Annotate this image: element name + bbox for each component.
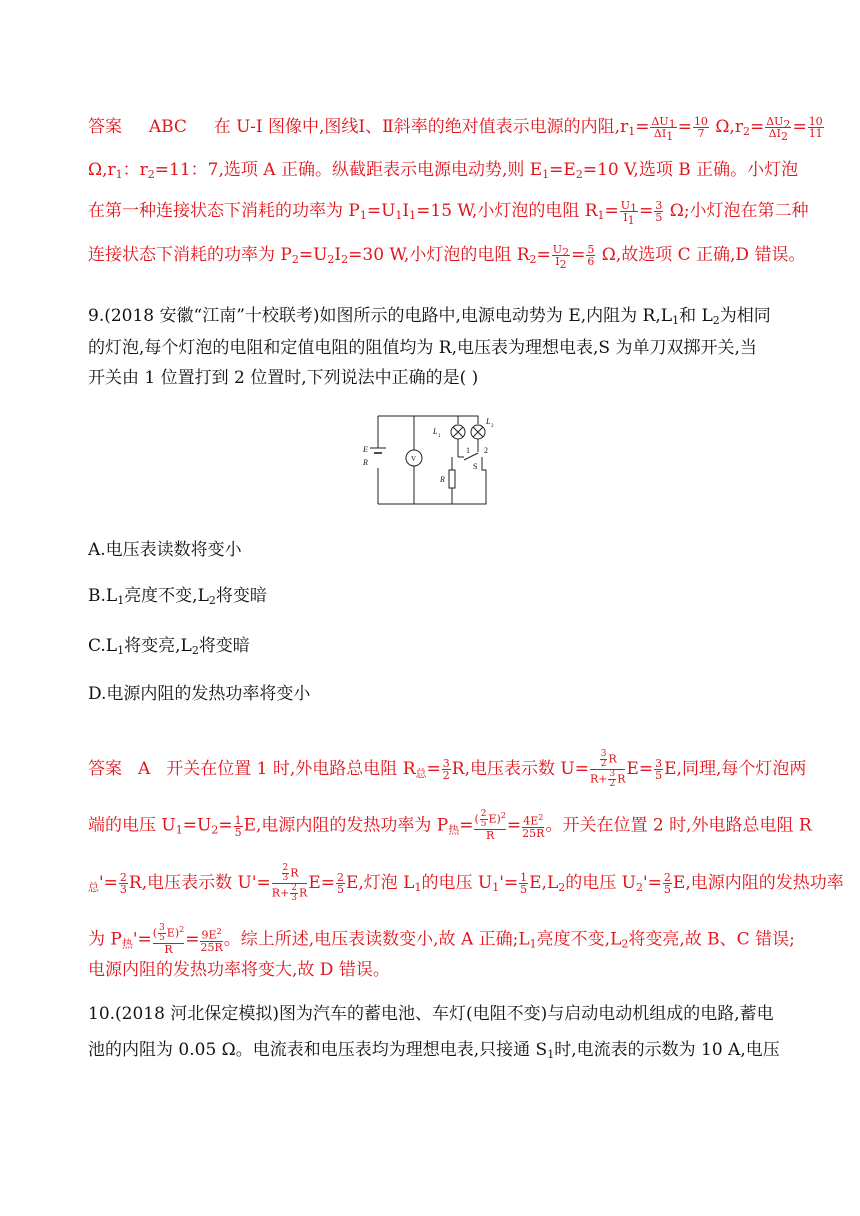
answer9-line5: 电源内阻的发热功率将变大,故 D 错误。: [88, 960, 390, 980]
label-E: E: [363, 445, 368, 454]
option-d[interactable]: D.电源内阻的发热功率将变小: [88, 684, 311, 704]
voltmeter-icon: V: [411, 455, 417, 463]
circuit-diagram: [360, 412, 510, 508]
question9-line3: 开关由 1 位置打到 2 位置时,下列说法中正确的是( ): [88, 368, 479, 388]
fraction-10-11: $\frac{10}{11}$: [808, 115, 823, 140]
answer9-line3: $_总$'= $\frac{2}{3}$ R,电压表示数 U'= $\frac{2}{3}$ R R+ $\frac{2}{3}$ R E= $\frac{2}{5}$ E,灯泡 $L_1$的电压 $U_1'=$ $\frac{1}{5}$ $E,L_2$的电压 $U_2'=$ $\frac{2}{5}$ E,电源内阻的发热功率: [88, 863, 844, 903]
answer8-text: 在 U-I 图像中,图线Ⅰ、Ⅱ斜率的绝对值表示电源的内阻,r: [213, 117, 629, 137]
svg-text:1: 1: [438, 434, 441, 439]
fraction-5-6: $\frac{5}{6}$: [587, 243, 595, 268]
answer8-line3: 在第一种连接状态下消耗的功率为 $P_1=U_1I_1=15$ W,小灯泡的电阻 $R_1=$ $\frac{U_1}{I_1}$ = $\frac{3}{5}$ Ω;小灯泡在第二种: [88, 199, 809, 227]
option-a[interactable]: A.电压表读数将变小: [88, 540, 242, 560]
label-L2: L: [486, 417, 491, 426]
fraction-10-7: $\frac{10}{7}$: [693, 115, 708, 140]
question10-line2: 池的内阻为 0.05 Ω。电流表和电压表均为理想电表,只接通 $S_1$时,电流表的示数为 10 A,电压: [88, 1040, 780, 1061]
fraction-U2-I2: $\frac{U_2}{I_2}$: [552, 243, 570, 271]
answer-label: 答案: [88, 759, 122, 779]
answer9-line1: 答案 A 开关在位置 1 时,外电路总电阻 $R_总=$ $\frac{3}{2}$ R,电压表示数 U= $\frac{3}{2}$ R R+ $\frac{3}{2}$ R E= $\frac{3}{5}$ E,同理,每个灯泡两: [88, 749, 807, 789]
answer9-line2: 端的电压 $U_1=U_2=$ $\frac{1}{5}$ E,电源内阻的发热功率为 $P_热=$ ( $\frac{2}{5}$ E)$^2$ R = $\frac{4E^2}{25R}$ 。开关在位置 2 时,外电路总电阻 R: [88, 809, 812, 843]
label-S: S: [473, 462, 478, 471]
svg-text:2: 2: [491, 424, 494, 429]
label-R-source: R: [363, 458, 368, 467]
fraction-U1-I1: $\frac{U_1}{I_1}$: [620, 199, 638, 227]
answer9-line4: 为 $P_热'=$ ( $\frac{3}{5}$ E)$^2$ R = $\frac{9E^2}{25R}$ 。综上所述,电压表读数变小,故 A 正确$;L_1$亮度不变$,L_2$将变亮,故 B、C 错误;: [88, 923, 795, 957]
label-R-resistor: R: [440, 475, 445, 484]
answer8-line1: 答案 ABC 在 U-I 图像中,图线Ⅰ、Ⅱ斜率的绝对值表示电源的内阻$,r_1=$ $\frac{\Delta U_1}{\Delta I_1}$ = $\frac{10}{7}$ $\Omega,r_2=$ $\frac{\Delta U_2}{\Delta I_2}$ = $\frac{10}{11}$: [88, 115, 823, 143]
answer-choice: ABC: [148, 117, 187, 137]
question10-line1: 10.(2018 河北保定模拟)图为汽车的蓄电池、车灯(电阻不变)与启动电动机组成的电路,蓄电: [88, 1004, 774, 1024]
answer8-line2: $\Omega,r_1$：$r_2=11$：7,选项 A 正确。纵截距表示电源电动势,则 $E_1=E_2=10$ V,选项 B 正确。小灯泡: [88, 160, 799, 181]
option-c[interactable]: $C.L_1$将变亮$,L_2$将变暗: [88, 636, 250, 657]
question9-line1: 9.(2018 安徽“江南”十校联考)如图所示的电路中,电源电动势为 E,内阻为 $R,L_1$和 $L_2$为相同: [88, 306, 771, 327]
option-b[interactable]: $B.L_1$亮度不变$,L_2$将变暗: [88, 586, 267, 607]
answer8-line4: 连接状态下消耗的功率为 $P_2=U_2I_2=30$ W,小灯泡的电阻 $R_2=$ $\frac{U_2}{I_2}$ = $\frac{5}{6}$ Ω,故选项 C 正确,D 错误。: [88, 243, 806, 271]
answer-label: 答案: [88, 117, 122, 137]
switch-pos-1: 1: [466, 446, 470, 455]
answer-choice: A: [138, 759, 151, 779]
fraction-3-5: $\frac{3}{5}$: [655, 199, 663, 224]
question9-line2: 的灯泡,每个灯泡的电阻和定值电阻的阻值均为 R,电压表为理想电表,S 为单刀双掷开关,当: [88, 338, 757, 358]
label-L1: L: [433, 427, 438, 436]
fraction-dU1-dI1: $\frac{\Delta U_1}{\Delta I_1}$: [651, 115, 676, 143]
fraction-dU2-dI2: $\frac{\Delta U_2}{\Delta I_2}$: [766, 115, 791, 143]
switch-pos-2: 2: [484, 446, 488, 455]
